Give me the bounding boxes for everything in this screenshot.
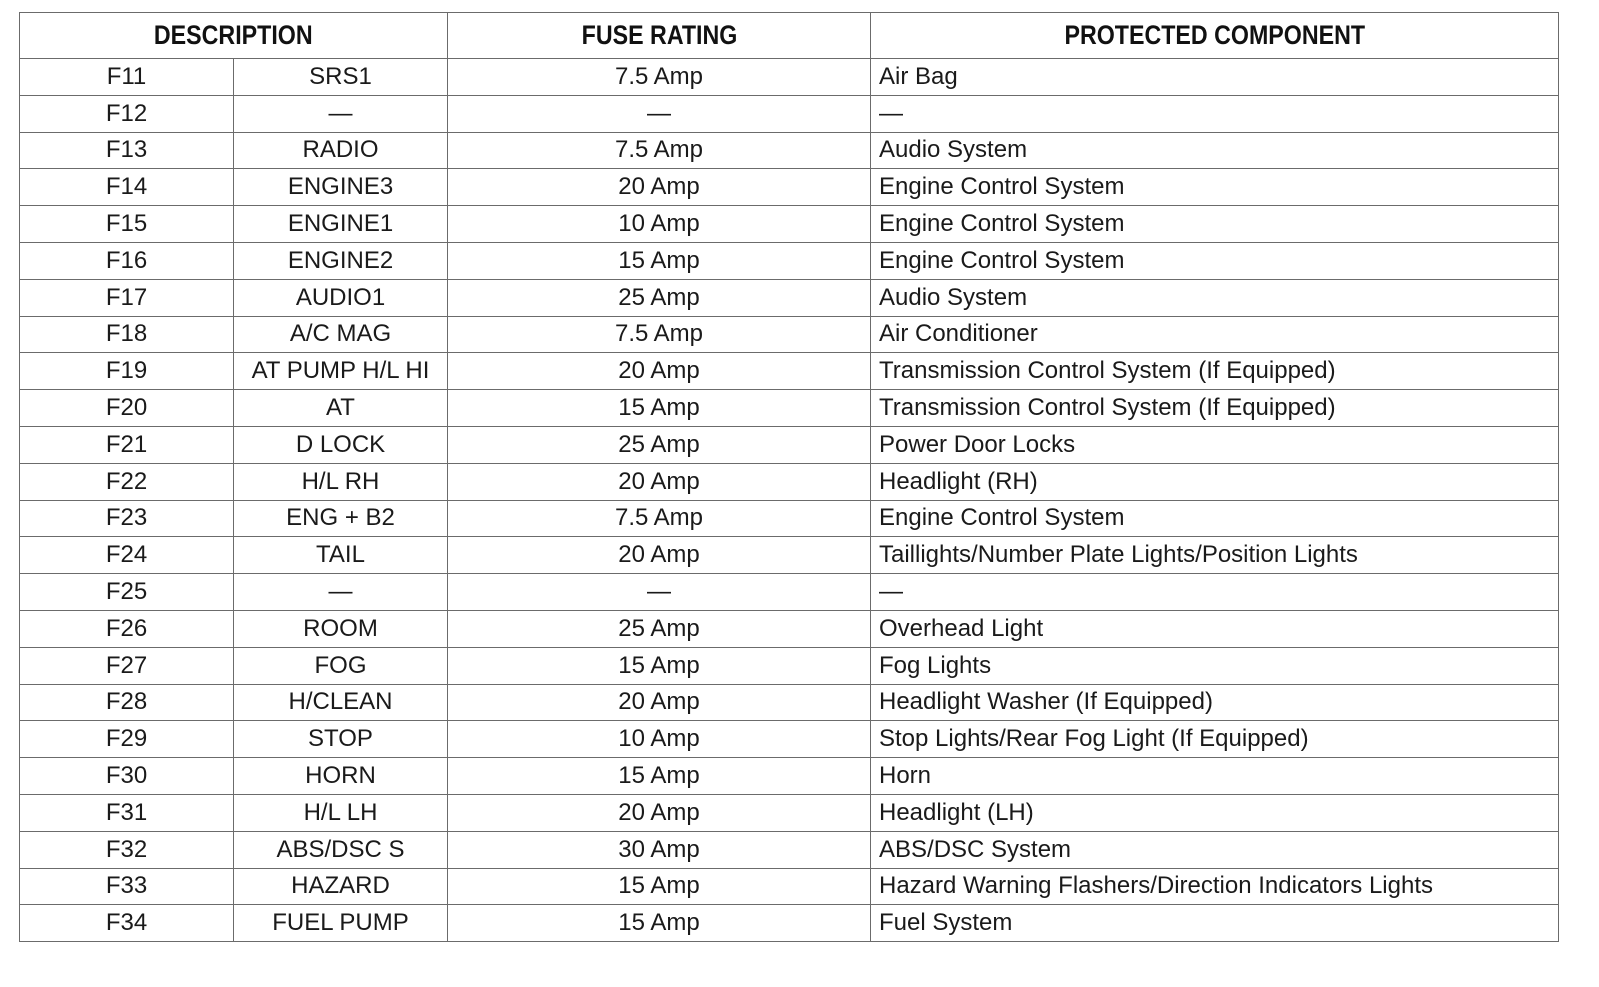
fuse-code-cell: F27 [20, 647, 234, 684]
table-row [20, 390, 1559, 427]
table-row [20, 537, 1559, 574]
fuse-code-cell: F33 [20, 868, 234, 905]
fuse-name-cell: FOG [234, 647, 448, 684]
table-row [20, 426, 1559, 463]
fuse-rating-cell: 20 Amp [448, 684, 871, 721]
table-row [20, 500, 1559, 537]
fuse-rating-cell: 10 Amp [448, 721, 871, 758]
header-description [20, 13, 448, 59]
fuse-code-cell: F32 [20, 831, 234, 868]
fuse-name-cell: H/CLEAN [234, 684, 448, 721]
protected-component-cell: — [871, 574, 1559, 611]
protected-component-cell: Engine Control System [871, 500, 1559, 537]
table-row [20, 169, 1559, 206]
fuse-rating-cell: 20 Amp [448, 463, 871, 500]
table-row [20, 95, 1559, 132]
table-row [20, 647, 1559, 684]
fuse-name-cell: TAIL [234, 537, 448, 574]
table-row [20, 831, 1559, 868]
table-row [20, 758, 1559, 795]
fuse-code-cell: F17 [20, 279, 234, 316]
fuse-rating-cell: — [448, 95, 871, 132]
protected-component-cell: Engine Control System [871, 206, 1559, 243]
header-description-label: DESCRIPTION [154, 20, 313, 50]
protected-component-cell: Taillights/Number Plate Lights/Position Lights [871, 537, 1559, 574]
table-row [20, 279, 1559, 316]
protected-component-cell: Fuel System [871, 905, 1559, 942]
fuse-rating-cell: 7.5 Amp [448, 500, 871, 537]
fuse-code-cell: F14 [20, 169, 234, 206]
fuse-code-cell: F21 [20, 426, 234, 463]
fuse-rating-cell: 15 Amp [448, 647, 871, 684]
fuse-name-cell: D LOCK [234, 426, 448, 463]
protected-component-cell: Headlight (LH) [871, 794, 1559, 831]
protected-component-cell: Overhead Light [871, 610, 1559, 647]
fuse-code-cell: F34 [20, 905, 234, 942]
fuse-code-cell: F29 [20, 721, 234, 758]
fuse-code-cell: F23 [20, 500, 234, 537]
table-row [20, 610, 1559, 647]
fuse-rating-cell: 7.5 Amp [448, 316, 871, 353]
fuse-rating-cell: 30 Amp [448, 831, 871, 868]
fuse-name-cell: ENGINE2 [234, 242, 448, 279]
table-row [20, 574, 1559, 611]
protected-component-cell: Fog Lights [871, 647, 1559, 684]
fuse-name-cell: A/C MAG [234, 316, 448, 353]
fuse-rating-cell: 20 Amp [448, 794, 871, 831]
protected-component-cell: Hazard Warning Flashers/Direction Indicators Lights [871, 868, 1559, 905]
table-row [20, 353, 1559, 390]
fuse-name-cell: ABS/DSC S [234, 831, 448, 868]
protected-component-cell: Audio System [871, 279, 1559, 316]
protected-component-cell: Headlight (RH) [871, 463, 1559, 500]
fuse-table [19, 12, 1559, 942]
fuse-code-cell: F31 [20, 794, 234, 831]
fuse-name-cell: ROOM [234, 610, 448, 647]
table-row [20, 316, 1559, 353]
fuse-name-cell: H/L LH [234, 794, 448, 831]
fuse-code-cell: F15 [20, 206, 234, 243]
fuse-code-cell: F18 [20, 316, 234, 353]
protected-component-cell: Air Conditioner [871, 316, 1559, 353]
table-row [20, 868, 1559, 905]
fuse-rating-cell: 20 Amp [448, 169, 871, 206]
fuse-name-cell: H/L RH [234, 463, 448, 500]
fuse-code-cell: F19 [20, 353, 234, 390]
fuse-code-cell: F11 [20, 59, 234, 96]
fuse-code-cell: F26 [20, 610, 234, 647]
table-header-row [20, 13, 1559, 59]
fuse-rating-cell: 25 Amp [448, 279, 871, 316]
fuse-code-cell: F20 [20, 390, 234, 427]
table-row [20, 59, 1559, 96]
fuse-rating-cell: 15 Amp [448, 905, 871, 942]
fuse-rating-cell: 15 Amp [448, 390, 871, 427]
fuse-name-cell: — [234, 95, 448, 132]
fuse-name-cell: RADIO [234, 132, 448, 169]
table-row [20, 684, 1559, 721]
fuse-rating-cell: 15 Amp [448, 758, 871, 795]
fuse-rating-cell: 25 Amp [448, 426, 871, 463]
fuse-rating-cell: 20 Amp [448, 537, 871, 574]
fuse-name-cell: ENGINE3 [234, 169, 448, 206]
fuse-code-cell: F16 [20, 242, 234, 279]
fuse-code-cell: F28 [20, 684, 234, 721]
table-row [20, 242, 1559, 279]
fuse-code-cell: F30 [20, 758, 234, 795]
fuse-code-cell: F24 [20, 537, 234, 574]
table-row [20, 794, 1559, 831]
fuse-name-cell: AUDIO1 [234, 279, 448, 316]
fuse-name-cell: ENGINE1 [234, 206, 448, 243]
header-fuse-rating [448, 13, 871, 59]
protected-component-cell: Transmission Control System (If Equipped) [871, 390, 1559, 427]
fuse-code-cell: F13 [20, 132, 234, 169]
fuse-code-cell: F22 [20, 463, 234, 500]
protected-component-cell: Air Bag [871, 59, 1559, 96]
fuse-rating-cell: 7.5 Amp [448, 59, 871, 96]
protected-component-cell: Headlight Washer (If Equipped) [871, 684, 1559, 721]
protected-component-cell: — [871, 95, 1559, 132]
fuse-name-cell: AT PUMP H/L HI [234, 353, 448, 390]
protected-component-cell: Transmission Control System (If Equipped) [871, 353, 1559, 390]
fuse-rating-cell: 25 Amp [448, 610, 871, 647]
fuse-name-cell: HORN [234, 758, 448, 795]
protected-component-cell: ABS/DSC System [871, 831, 1559, 868]
fuse-name-cell: HAZARD [234, 868, 448, 905]
fuse-rating-cell: 7.5 Amp [448, 132, 871, 169]
table-row [20, 721, 1559, 758]
fuse-name-cell: FUEL PUMP [234, 905, 448, 942]
protected-component-cell: Stop Lights/Rear Fog Light (If Equipped) [871, 721, 1559, 758]
protected-component-cell: Audio System [871, 132, 1559, 169]
table-body [20, 59, 1559, 942]
fuse-code-cell: F25 [20, 574, 234, 611]
fuse-rating-cell: — [448, 574, 871, 611]
fuse-rating-cell: 15 Amp [448, 242, 871, 279]
table-row [20, 206, 1559, 243]
fuse-rating-cell: 15 Amp [448, 868, 871, 905]
protected-component-cell: Horn [871, 758, 1559, 795]
protected-component-cell: Engine Control System [871, 169, 1559, 206]
protected-component-cell: Engine Control System [871, 242, 1559, 279]
table-row [20, 463, 1559, 500]
fuse-rating-cell: 10 Amp [448, 206, 871, 243]
fuse-rating-cell: 20 Amp [448, 353, 871, 390]
header-protected-component [871, 13, 1559, 59]
header-fuse-rating-label: FUSE RATING [581, 20, 737, 50]
fuse-code-cell: F12 [20, 95, 234, 132]
fuse-name-cell: AT [234, 390, 448, 427]
table-row [20, 905, 1559, 942]
header-protected-component-label: PROTECTED COMPONENT [1064, 20, 1365, 50]
fuse-name-cell: ENG + B2 [234, 500, 448, 537]
protected-component-cell: Power Door Locks [871, 426, 1559, 463]
table-row [20, 132, 1559, 169]
fuse-name-cell: — [234, 574, 448, 611]
fuse-name-cell: STOP [234, 721, 448, 758]
fuse-name-cell: SRS1 [234, 59, 448, 96]
